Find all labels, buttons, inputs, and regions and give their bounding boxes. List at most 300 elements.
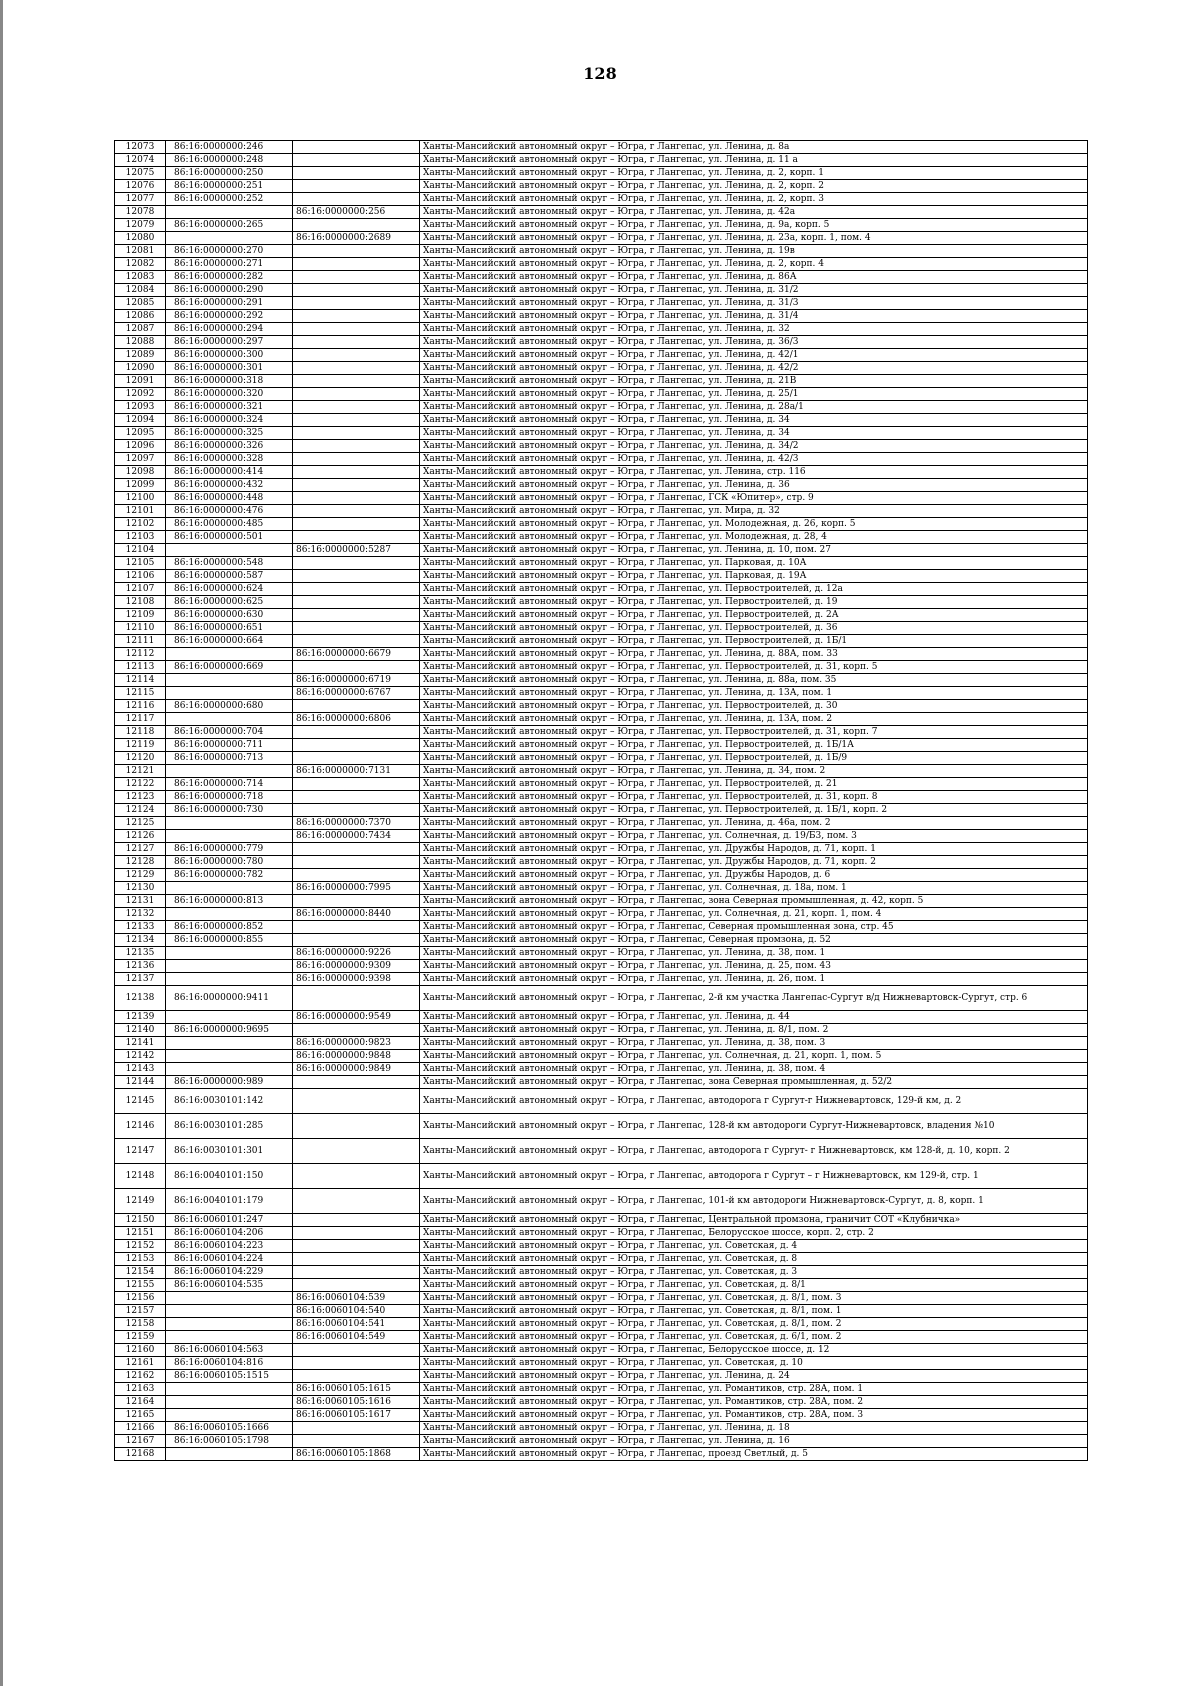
object-address: Ханты-Мансийский автономный округ – Югра, г Лангепас, ул. Дружбы Народов, д. 71, корп. 1 — [420, 843, 1088, 856]
parent-cadastral-number — [293, 557, 420, 570]
parent-cadastral-number — [293, 869, 420, 882]
cadastral-number: 86:16:0000000:282 — [166, 271, 293, 284]
cadastral-number: 86:16:0030101:285 — [166, 1114, 293, 1139]
parent-cadastral-number — [293, 1266, 420, 1279]
table-row — [115, 882, 1088, 895]
cadastral-number: 86:16:0000000:548 — [166, 557, 293, 570]
table-row — [115, 219, 1088, 232]
cadastral-number — [166, 713, 293, 726]
cadastral-number: 86:16:0000000:250 — [166, 167, 293, 180]
row-number: 12105 — [115, 557, 166, 570]
table-row — [115, 778, 1088, 791]
cadastral-number: 86:16:0000000:328 — [166, 453, 293, 466]
table-row — [115, 908, 1088, 921]
cadastral-number: 86:16:0040101:150 — [166, 1164, 293, 1189]
table-row — [115, 947, 1088, 960]
cadastral-number: 86:16:0000000:587 — [166, 570, 293, 583]
object-address: Ханты-Мансийский автономный округ – Югра, г Лангепас, ул. Ленина, д. 2, корп. 2 — [420, 180, 1088, 193]
row-number: 12086 — [115, 310, 166, 323]
row-number: 12090 — [115, 362, 166, 375]
row-number: 12155 — [115, 1279, 166, 1292]
object-address: Ханты-Мансийский автономный округ – Югра, г Лангепас, ул. Ленина, д. 9а, корп. 5 — [420, 219, 1088, 232]
parent-cadastral-number — [293, 1114, 420, 1139]
parent-cadastral-number — [293, 479, 420, 492]
object-address: Ханты-Мансийский автономный округ – Югра, г Лангепас, ул. Первостроителей, д. 1Б/1, корп. 2 — [420, 804, 1088, 817]
parent-cadastral-number — [293, 934, 420, 947]
cadastral-number: 86:16:0000000:320 — [166, 388, 293, 401]
row-number: 12115 — [115, 687, 166, 700]
table-row — [115, 921, 1088, 934]
object-address: Ханты-Мансийский автономный округ – Югра, г Лангепас, ул. Первостроителей, д. 21 — [420, 778, 1088, 791]
table-row — [115, 700, 1088, 713]
cadastral-number — [166, 960, 293, 973]
cadastral-number — [166, 947, 293, 960]
row-number: 12150 — [115, 1214, 166, 1227]
parent-cadastral-number: 86:16:0060105:1617 — [293, 1409, 420, 1422]
cadastral-number: 86:16:0000000:246 — [166, 141, 293, 154]
table-row — [115, 726, 1088, 739]
table-row — [115, 1435, 1088, 1448]
cadastral-number: 86:16:0000000:625 — [166, 596, 293, 609]
row-number: 12084 — [115, 284, 166, 297]
row-number: 12148 — [115, 1164, 166, 1189]
parent-cadastral-number — [293, 752, 420, 765]
parent-cadastral-number — [293, 1024, 420, 1037]
parent-cadastral-number: 86:16:0000000:6767 — [293, 687, 420, 700]
cadastral-number — [166, 648, 293, 661]
row-number: 12127 — [115, 843, 166, 856]
row-number: 12156 — [115, 1292, 166, 1305]
row-number: 12092 — [115, 388, 166, 401]
object-address: Ханты-Мансийский автономный округ – Югра, г Лангепас, ул. Ленина, д. 10, пом. 27 — [420, 544, 1088, 557]
parent-cadastral-number — [293, 1370, 420, 1383]
row-number: 12095 — [115, 427, 166, 440]
object-address: Ханты-Мансийский автономный округ – Югра, г Лангепас, ГСК «Юпитер», стр. 9 — [420, 492, 1088, 505]
cadastral-number — [166, 973, 293, 986]
parent-cadastral-number — [293, 362, 420, 375]
row-number: 12104 — [115, 544, 166, 557]
table-row — [115, 674, 1088, 687]
table-row — [115, 1318, 1088, 1331]
table-row — [115, 1240, 1088, 1253]
object-address: Ханты-Мансийский автономный округ – Югра, г Лангепас, Белорусское шоссе, корп. 2, стр. 2 — [420, 1227, 1088, 1240]
object-address: Ханты-Мансийский автономный округ – Югра, г Лангепас, ул. Первостроителей, д. 31, корп. 7 — [420, 726, 1088, 739]
parent-cadastral-number — [293, 791, 420, 804]
parent-cadastral-number — [293, 570, 420, 583]
parent-cadastral-number: 86:16:0000000:6679 — [293, 648, 420, 661]
row-number: 12096 — [115, 440, 166, 453]
parent-cadastral-number — [293, 492, 420, 505]
cadastral-number: 86:16:0000000:265 — [166, 219, 293, 232]
parent-cadastral-number: 86:16:0060104:549 — [293, 1331, 420, 1344]
table-row — [115, 1357, 1088, 1370]
parent-cadastral-number — [293, 739, 420, 752]
cadastral-number: 86:16:0000000:326 — [166, 440, 293, 453]
cadastral-number: 86:16:0000000:476 — [166, 505, 293, 518]
table-row — [115, 479, 1088, 492]
page-number: 128 — [583, 64, 617, 83]
parent-cadastral-number — [293, 804, 420, 817]
table-row — [115, 1422, 1088, 1435]
object-address: Ханты-Мансийский автономный округ – Югра, г Лангепас, ул. Советская, д. 10 — [420, 1357, 1088, 1370]
object-address: Ханты-Мансийский автономный округ – Югра, г Лангепас, ул. Романтиков, стр. 28А, пом. 2 — [420, 1396, 1088, 1409]
row-number: 12111 — [115, 635, 166, 648]
row-number: 12140 — [115, 1024, 166, 1037]
table-row — [115, 635, 1088, 648]
parent-cadastral-number — [293, 609, 420, 622]
table-row — [115, 440, 1088, 453]
parent-cadastral-number — [293, 154, 420, 167]
object-address: Ханты-Мансийский автономный округ – Югра, г Лангепас, ул. Солнечная, д. 19/Б3, пом. 3 — [420, 830, 1088, 843]
cadastral-number: 86:16:0000000:630 — [166, 609, 293, 622]
row-number: 12123 — [115, 791, 166, 804]
table-row — [115, 362, 1088, 375]
cadastral-number: 86:16:0060104:206 — [166, 1227, 293, 1240]
parent-cadastral-number — [293, 167, 420, 180]
table-row — [115, 154, 1088, 167]
row-number: 12158 — [115, 1318, 166, 1331]
table-row — [115, 973, 1088, 986]
object-address: Ханты-Мансийский автономный округ – Югра, г Лангепас, ул. Ленина, д. 25, пом. 43 — [420, 960, 1088, 973]
row-number: 12141 — [115, 1037, 166, 1050]
row-number: 12099 — [115, 479, 166, 492]
object-address: Ханты-Мансийский автономный округ – Югра, г Лангепас, ул. Ленина, д. 38, пом. 1 — [420, 947, 1088, 960]
row-number: 12089 — [115, 349, 166, 362]
table-row — [115, 310, 1088, 323]
row-number: 12073 — [115, 141, 166, 154]
parent-cadastral-number: 86:16:0060105:1615 — [293, 1383, 420, 1396]
cadastral-number — [166, 817, 293, 830]
table-row — [115, 1037, 1088, 1050]
object-address: Ханты-Мансийский автономный округ – Югра, г Лангепас, ул. Ленина, д. 34/2 — [420, 440, 1088, 453]
cadastral-number: 86:16:0060104:229 — [166, 1266, 293, 1279]
parent-cadastral-number: 86:16:0060104:541 — [293, 1318, 420, 1331]
table-row — [115, 297, 1088, 310]
object-address: Ханты-Мансийский автономный округ – Югра, г Лангепас, ул. Ленина, д. 42/2 — [420, 362, 1088, 375]
object-address: Ханты-Мансийский автономный округ – Югра, г Лангепас, ул. Ленина, д. 19в — [420, 245, 1088, 258]
parent-cadastral-number: 86:16:0000000:2689 — [293, 232, 420, 245]
parent-cadastral-number — [293, 284, 420, 297]
row-number: 12097 — [115, 453, 166, 466]
object-address: Ханты-Мансийский автономный округ – Югра, г Лангепас, проезд Светлый, д. 5 — [420, 1448, 1088, 1461]
table-row — [115, 1409, 1088, 1422]
cadastral-number: 86:16:0060104:224 — [166, 1253, 293, 1266]
row-number: 12164 — [115, 1396, 166, 1409]
row-number: 12109 — [115, 609, 166, 622]
cadastral-number — [166, 1292, 293, 1305]
table-row — [115, 739, 1088, 752]
row-number: 12166 — [115, 1422, 166, 1435]
parent-cadastral-number — [293, 1164, 420, 1189]
table-row — [115, 869, 1088, 882]
object-address: Ханты-Мансийский автономный округ – Югра, г Лангепас, 101-й км автодороги Нижневартовск-Сургут, д. 8, корп. 1 — [420, 1189, 1088, 1214]
row-number: 12125 — [115, 817, 166, 830]
row-number: 12128 — [115, 856, 166, 869]
parent-cadastral-number — [293, 388, 420, 401]
object-address: Ханты-Мансийский автономный округ – Югра, г Лангепас, ул. Ленина, д. 21В — [420, 375, 1088, 388]
row-number: 12101 — [115, 505, 166, 518]
row-number: 12108 — [115, 596, 166, 609]
row-number: 12131 — [115, 895, 166, 908]
cadastral-number: 86:16:0000000:664 — [166, 635, 293, 648]
object-address: Ханты-Мансийский автономный округ – Югра, г Лангепас, зона Северная промышленная, д. 42, корп. 5 — [420, 895, 1088, 908]
parent-cadastral-number — [293, 531, 420, 544]
row-number: 12117 — [115, 713, 166, 726]
object-address: Ханты-Мансийский автономный округ – Югра, г Лангепас, ул. Ленина, д. 34 — [420, 414, 1088, 427]
cadastral-number — [166, 882, 293, 895]
cadastral-number: 86:16:0000000:711 — [166, 739, 293, 752]
row-number: 12165 — [115, 1409, 166, 1422]
cadastral-number — [166, 1383, 293, 1396]
object-address: Ханты-Мансийский автономный округ – Югра, г Лангепас, ул. Ленина, д. 13А, пом. 2 — [420, 713, 1088, 726]
table-row — [115, 1253, 1088, 1266]
parent-cadastral-number: 86:16:0000000:256 — [293, 206, 420, 219]
table-row — [115, 622, 1088, 635]
row-number: 12151 — [115, 1227, 166, 1240]
table-row — [115, 1189, 1088, 1214]
parent-cadastral-number: 86:16:0000000:7995 — [293, 882, 420, 895]
object-address: Ханты-Мансийский автономный округ – Югра, г Лангепас, ул. Советская, д. 6/1, пом. 2 — [420, 1331, 1088, 1344]
table-row — [115, 245, 1088, 258]
row-number: 12147 — [115, 1139, 166, 1164]
object-address: Ханты-Мансийский автономный округ – Югра, г Лангепас, ул. Ленина, д. 31/3 — [420, 297, 1088, 310]
cadastral-number: 86:16:0060105:1515 — [166, 1370, 293, 1383]
row-number: 12080 — [115, 232, 166, 245]
object-address: Ханты-Мансийский автономный округ – Югра, г Лангепас, ул. Первостроителей, д. 36 — [420, 622, 1088, 635]
object-address: Ханты-Мансийский автономный округ – Югра, г Лангепас, ул. Ленина, д. 36 — [420, 479, 1088, 492]
cadastral-number: 86:16:0060105:1798 — [166, 1435, 293, 1448]
row-number: 12142 — [115, 1050, 166, 1063]
object-address: Ханты-Мансийский автономный округ – Югра, г Лангепас, ул. Ленина, д. 88а, пом. 35 — [420, 674, 1088, 687]
row-number: 12075 — [115, 167, 166, 180]
parent-cadastral-number — [293, 336, 420, 349]
table-row — [115, 843, 1088, 856]
table-row — [115, 765, 1088, 778]
object-address: Ханты-Мансийский автономный округ – Югра, г Лангепас, ул. Первостроителей, д. 31, корп. 8 — [420, 791, 1088, 804]
cadastral-number: 86:16:0060105:1666 — [166, 1422, 293, 1435]
object-address: Ханты-Мансийский автономный округ – Югра, г Лангепас, ул. Первостроителей, д. 19 — [420, 596, 1088, 609]
parent-cadastral-number — [293, 297, 420, 310]
table-row — [115, 271, 1088, 284]
cadastral-number: 86:16:0000000:271 — [166, 258, 293, 271]
scan-edge — [0, 0, 3, 1686]
row-number: 12122 — [115, 778, 166, 791]
cadastral-number: 86:16:0000000:301 — [166, 362, 293, 375]
table-row — [115, 1292, 1088, 1305]
row-number: 12094 — [115, 414, 166, 427]
cadastral-number: 86:16:0000000:782 — [166, 869, 293, 882]
cadastral-number — [166, 1331, 293, 1344]
table-row — [115, 466, 1088, 479]
object-address: Ханты-Мансийский автономный округ – Югра, г Лангепас, ул. Дружбы Народов, д. 6 — [420, 869, 1088, 882]
object-address: Ханты-Мансийский автономный округ – Югра, г Лангепас, ул. Советская, д. 8/1, пом. 2 — [420, 1318, 1088, 1331]
object-address: Ханты-Мансийский автономный округ – Югра, г Лангепас, ул. Советская, д. 8 — [420, 1253, 1088, 1266]
row-number: 12143 — [115, 1063, 166, 1076]
cadastral-number: 86:16:0000000:251 — [166, 180, 293, 193]
object-address: Ханты-Мансийский автономный округ – Югра, г Лангепас, ул. Советская, д. 8/1, пом. 1 — [420, 1305, 1088, 1318]
parent-cadastral-number — [293, 921, 420, 934]
parent-cadastral-number — [293, 1253, 420, 1266]
cadastral-number — [166, 544, 293, 557]
object-address: Ханты-Мансийский автономный округ – Югра, г Лангепас, ул. Ленина, д. 2, корп. 1 — [420, 167, 1088, 180]
row-number: 12149 — [115, 1189, 166, 1214]
row-number: 12157 — [115, 1305, 166, 1318]
object-address: Ханты-Мансийский автономный округ – Югра, г Лангепас, ул. Ленина, д. 11 а — [420, 154, 1088, 167]
parent-cadastral-number — [293, 1357, 420, 1370]
object-address: Ханты-Мансийский автономный округ – Югра, г Лангепас, ул. Первостроителей, д. 31, корп. 5 — [420, 661, 1088, 674]
parent-cadastral-number — [293, 1344, 420, 1357]
parent-cadastral-number: 86:16:0000000:6719 — [293, 674, 420, 687]
cadastral-number: 86:16:0000000:704 — [166, 726, 293, 739]
object-address: Ханты-Мансийский автономный округ – Югра, г Лангепас, ул. Романтиков, стр. 28А, пом. 1 — [420, 1383, 1088, 1396]
row-number: 12129 — [115, 869, 166, 882]
table-row — [115, 349, 1088, 362]
table-row — [115, 856, 1088, 869]
object-address: Ханты-Мансийский автономный округ – Югра, г Лангепас, ул. Советская, д. 4 — [420, 1240, 1088, 1253]
table-row — [115, 1050, 1088, 1063]
row-number: 12085 — [115, 297, 166, 310]
row-number: 12121 — [115, 765, 166, 778]
parent-cadastral-number: 86:16:0000000:7370 — [293, 817, 420, 830]
object-address: Ханты-Мансийский автономный округ – Югра, г Лангепас, ул. Ленина, д. 26, пом. 1 — [420, 973, 1088, 986]
cadastral-number: 86:16:0000000:270 — [166, 245, 293, 258]
table-row — [115, 609, 1088, 622]
row-number: 12167 — [115, 1435, 166, 1448]
object-address: Ханты-Мансийский автономный округ – Югра, г Лангепас, ул. Ленина, д. 31/2 — [420, 284, 1088, 297]
cadastral-number: 86:16:0000000:485 — [166, 518, 293, 531]
table-row — [115, 1024, 1088, 1037]
cadastral-number — [166, 687, 293, 700]
object-address: Ханты-Мансийский автономный округ – Югра, г Лангепас, Северная промышленная зона, стр. 45 — [420, 921, 1088, 934]
table-row — [115, 336, 1088, 349]
parent-cadastral-number: 86:16:0000000:9226 — [293, 947, 420, 960]
table-row — [115, 1089, 1088, 1114]
table-row — [115, 1305, 1088, 1318]
table-row — [115, 1396, 1088, 1409]
parent-cadastral-number — [293, 1435, 420, 1448]
cadastral-number: 86:16:0040101:179 — [166, 1189, 293, 1214]
row-number: 12102 — [115, 518, 166, 531]
row-number: 12116 — [115, 700, 166, 713]
parent-cadastral-number: 86:16:0000000:9309 — [293, 960, 420, 973]
object-address: Ханты-Мансийский автономный округ – Югра, г Лангепас, Северная промзона, д. 52 — [420, 934, 1088, 947]
parent-cadastral-number: 86:16:0000000:7131 — [293, 765, 420, 778]
cadastral-number: 86:16:0000000:855 — [166, 934, 293, 947]
cadastral-number — [166, 1396, 293, 1409]
table-row — [115, 206, 1088, 219]
object-address: Ханты-Мансийский автономный округ – Югра, г Лангепас, ул. Первостроителей, д. 1Б/9 — [420, 752, 1088, 765]
table-row — [115, 934, 1088, 947]
table-row — [115, 180, 1088, 193]
table-row — [115, 1383, 1088, 1396]
object-address: Ханты-Мансийский автономный округ – Югра, г Лангепас, ул. Первостроителей, д. 2А — [420, 609, 1088, 622]
cadastral-number: 86:16:0000000:290 — [166, 284, 293, 297]
table-row — [115, 1214, 1088, 1227]
parent-cadastral-number — [293, 1076, 420, 1089]
table-row — [115, 427, 1088, 440]
cadastral-number: 86:16:0000000:669 — [166, 661, 293, 674]
object-address: Ханты-Мансийский автономный округ – Югра, г Лангепас, ул. Ленина, д. 86А — [420, 271, 1088, 284]
cadastral-number: 86:16:0000000:714 — [166, 778, 293, 791]
object-address: Ханты-Мансийский автономный округ – Югра, г Лангепас, Белорусское шоссе, д. 12 — [420, 1344, 1088, 1357]
row-number: 12083 — [115, 271, 166, 284]
parent-cadastral-number — [293, 427, 420, 440]
cadastral-number: 86:16:0030101:142 — [166, 1089, 293, 1114]
object-address: Ханты-Мансийский автономный округ – Югра, г Лангепас, ул. Мира, д. 32 — [420, 505, 1088, 518]
row-number: 12159 — [115, 1331, 166, 1344]
cadastral-number: 86:16:0000000:294 — [166, 323, 293, 336]
parent-cadastral-number — [293, 1422, 420, 1435]
row-number: 12132 — [115, 908, 166, 921]
parent-cadastral-number — [293, 583, 420, 596]
row-number: 12113 — [115, 661, 166, 674]
cadastral-number — [166, 1409, 293, 1422]
object-address: Ханты-Мансийский автономный округ – Югра, г Лангепас, 128-й км автодороги Сургут-Нижневартовск, владения №10 — [420, 1114, 1088, 1139]
parent-cadastral-number — [293, 596, 420, 609]
row-number: 12087 — [115, 323, 166, 336]
table-row — [115, 817, 1088, 830]
object-address: Ханты-Мансийский автономный округ – Югра, г Лангепас, ул. Молодежная, д. 26, корп. 5 — [420, 518, 1088, 531]
table-row — [115, 544, 1088, 557]
table-row — [115, 388, 1088, 401]
parent-cadastral-number — [293, 349, 420, 362]
row-number: 12161 — [115, 1357, 166, 1370]
object-address: Ханты-Мансийский автономный округ – Югра, г Лангепас, ул. Ленина, д. 38, пом. 3 — [420, 1037, 1088, 1050]
table-row — [115, 791, 1088, 804]
object-address: Ханты-Мансийский автономный округ – Югра, г Лангепас, ул. Ленина, д. 31/4 — [420, 310, 1088, 323]
row-number: 12098 — [115, 466, 166, 479]
cadastral-number: 86:16:0000000:324 — [166, 414, 293, 427]
cadastral-number: 86:16:0000000:780 — [166, 856, 293, 869]
parent-cadastral-number: 86:16:0000000:9549 — [293, 1011, 420, 1024]
cadastral-number: 86:16:0060104:816 — [166, 1357, 293, 1370]
cadastral-number: 86:16:0000000:9411 — [166, 986, 293, 1011]
cadastral-number: 86:16:0000000:624 — [166, 583, 293, 596]
cadastral-number: 86:16:0000000:414 — [166, 466, 293, 479]
parent-cadastral-number — [293, 310, 420, 323]
object-address: Ханты-Мансийский автономный округ – Югра, г Лангепас, ул. Ленина, стр. 116 — [420, 466, 1088, 479]
object-address: Ханты-Мансийский автономный округ – Югра, г Лангепас, ул. Ленина, д. 38, пом. 4 — [420, 1063, 1088, 1076]
parent-cadastral-number — [293, 986, 420, 1011]
parent-cadastral-number — [293, 375, 420, 388]
table-row — [115, 960, 1088, 973]
row-number: 12137 — [115, 973, 166, 986]
table-row — [115, 505, 1088, 518]
row-number: 12082 — [115, 258, 166, 271]
table-row — [115, 453, 1088, 466]
row-number: 12136 — [115, 960, 166, 973]
cadastral-number: 86:16:0000000:501 — [166, 531, 293, 544]
table-row — [115, 596, 1088, 609]
object-address: Ханты-Мансийский автономный округ – Югра, г Лангепас, ул. Солнечная, д. 18а, пом. 1 — [420, 882, 1088, 895]
parent-cadastral-number: 86:16:0000000:8440 — [293, 908, 420, 921]
row-number: 12091 — [115, 375, 166, 388]
row-number: 12134 — [115, 934, 166, 947]
parent-cadastral-number: 86:16:0060104:540 — [293, 1305, 420, 1318]
table-row — [115, 583, 1088, 596]
cadastral-number — [166, 1037, 293, 1050]
row-number: 12144 — [115, 1076, 166, 1089]
row-number: 12145 — [115, 1089, 166, 1114]
object-address: Ханты-Мансийский автономный округ – Югра, г Лангепас, ул. Первостроителей, д. 12а — [420, 583, 1088, 596]
cadastral-number — [166, 206, 293, 219]
row-number: 12146 — [115, 1114, 166, 1139]
object-address: Ханты-Мансийский автономный округ – Югра, г Лангепас, ул. Ленина, д. 28а/1 — [420, 401, 1088, 414]
table-row — [115, 1448, 1088, 1461]
cadastral-number: 86:16:0000000:300 — [166, 349, 293, 362]
table-row — [115, 557, 1088, 570]
table-row — [115, 232, 1088, 245]
